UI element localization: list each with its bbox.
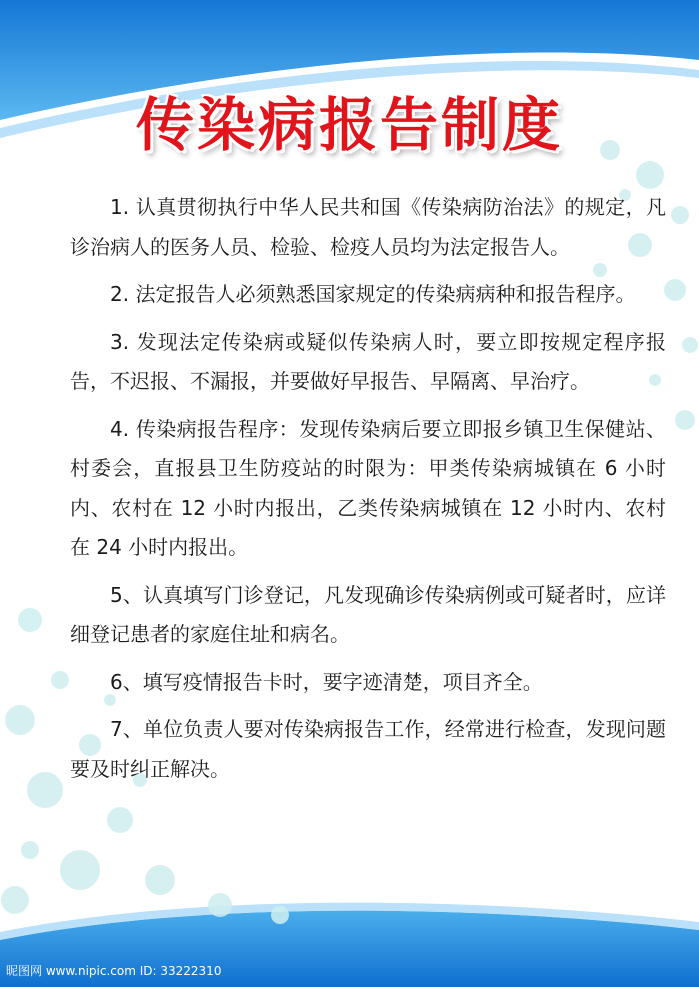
regulation-item-7: 7、单位负责人要对传染病报告工作，经常进行检查，发现问题要及时纠正解决。: [70, 717, 666, 781]
watermark-id: ID: 33222310: [139, 964, 222, 978]
regulation-item-4: 4. 传染病报告程序：发现传染病后要立即报乡镇卫生保健站、村委会，直报县卫生防疫站的时限为：甲类传染病城镇在 6 小时内、农村在 12 小时内报出，乙类传染病城镇在 12 小时内、农村在 24 小时内报出。: [70, 416, 666, 559]
regulation-item-1: 1. 认真贯彻执行中华人民共和国《传染病防治法》的规定，凡诊治病人的医务人员、检验、检疫人员均为法定报告人。: [70, 195, 666, 259]
watermark-site: 昵图网 www.nipic.com: [6, 964, 136, 978]
page-title: 传染病报告制度: [135, 91, 563, 159]
regulation-body: [70, 188, 666, 797]
regulation-item-3: 3. 发现法定传染病或疑似传染病人时，要立即按规定程序报告，不迟报、不漏报，并要做好早报告、早隔离、早治疗。: [70, 329, 666, 393]
regulation-item-5: 5、认真填写门诊登记，凡发现确诊传染病例或可疑者时，应详细登记患者的家庭住址和病名。: [70, 582, 666, 646]
regulation-item-2: 2. 法定报告人必须熟悉国家规定的传染病病种和报告程序。: [110, 282, 636, 306]
watermark-footer: [6, 962, 221, 979]
regulation-item-6: 6、填写疫情报告卡时，要字迹清楚，项目齐全。: [110, 669, 543, 694]
